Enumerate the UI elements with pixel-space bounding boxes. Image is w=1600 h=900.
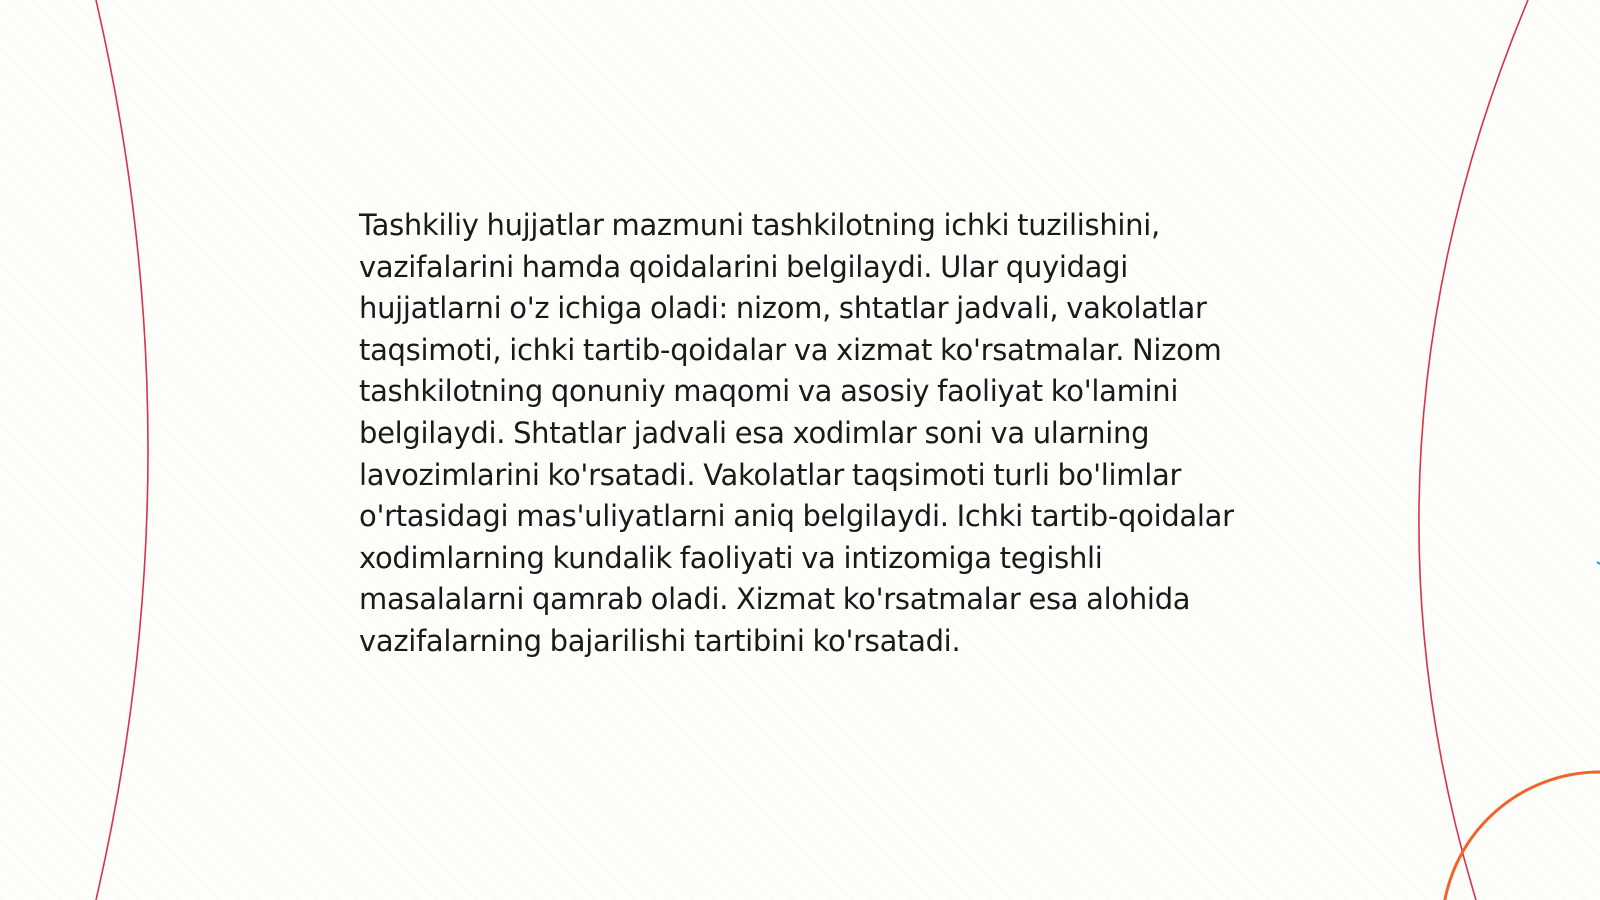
slide-body-text: Tashkiliy hujjatlar mazmuni tashkilotning ichki tuzilishini, vazifalarini hamda qoidalarini belgilaydi. Ular quyidagi hujjatlarni o'z ichiga oladi: nizom, shtatlar jadvali, vakolatlar taqsimoti, ichki tartib-qoidalar va xizmat ko'rsatmalar. Nizom tashkilotning qonuniy maqomi va asosiy faoliyat ko'lamini belgilaydi. Shtatlar jadvali esa xodimlar soni va ularning lavozimlarini ko'rsatadi. Vakolatlar taqsimoti turli bo'limlar o'rtasidagi mas'uliyatlarni aniq belgilaydi. Ichki tartib-qoidalar xodimlarning kundalik faoliyati va intizomiga tegishli masalalarni qamrab oladi. Xizmat ko'rsatmalar esa alohida vazifalarning bajarilishi tartibini ko'rsatadi. xyxy=(359,208,1234,658)
left-curve-line xyxy=(96,0,148,900)
orange-arc xyxy=(1442,772,1600,900)
right-curve-line xyxy=(1419,0,1528,900)
